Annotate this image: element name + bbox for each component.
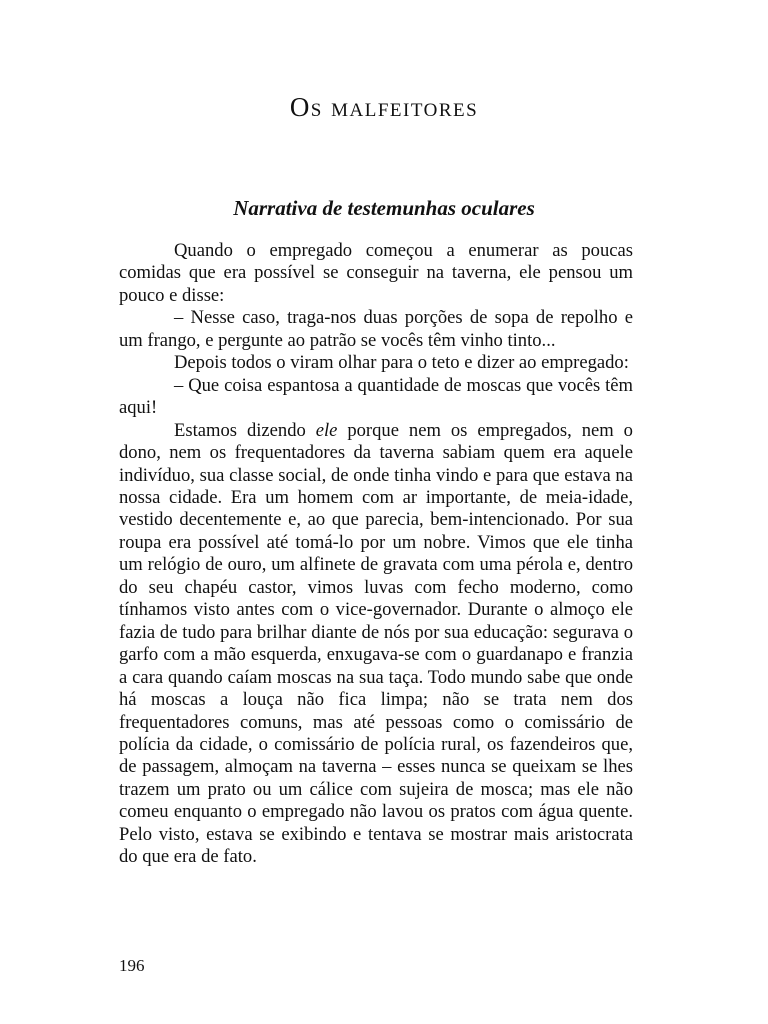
body-text	[119, 240, 633, 869]
chapter-title: Os malfeitores	[289, 92, 479, 122]
paragraph-text: Estamos dizendo	[174, 419, 316, 441]
chapter-subtitle: Narrativa de testemunhas oculares	[233, 196, 535, 220]
paragraph: Quando o empregado começou a enumerar as poucas comidas que era possível se conseguir na taverna, ele pensou um pouco e disse:	[119, 240, 633, 306]
page-number: 196	[119, 956, 145, 975]
paragraph-text: porque nem os empregados, nem o dono, nem os frequentadores da taverna sabiam quem era aquele indivíduo, sua classe social, de onde tinha vindo e para que estava na nossa cidade. Era um homem com ar importante, de meia-idade, vestido decentemente e, ao que parecia, bem-intencionado. Por sua roupa era possível até tomá-lo por um nobre. Vimos que ele tinha um relógio de ouro, um alfinete de gravata com uma pérola e, dentro do seu chapéu castor, vimos luvas com fecho moderno, como tínhamos visto antes com o vice-governador. Durante o almoço ele fazia de tudo para brilhar diante de nós por sua educação: segurava o garfo com a mão esquerda, enxugava-se com o guardanapo e franzia a cara quando caíam moscas na sua taça. Todo mundo sabe que onde há moscas a louça não fica limpa; não se trata nem dos frequentadores comuns, mas até pessoas como o comissário de polícia da cidade, o comissário de polícia rural, os fazendeiros que, de passagem, almoçam na taverna – esses nunca se queixam se lhes trazem um prato ou um cálice com sujeira de mosca; mas ele não comeu enquanto o empregado não lavou os pratos com água quente. Pelo visto, estava se exibindo e tentava se mostrar mais aristocrata do que era de fato.	[119, 419, 633, 868]
emphasized-word: ele	[315, 419, 338, 441]
paragraph: Depois todos o viram olhar para o teto e dizer ao empregado:	[174, 352, 629, 374]
paragraph: – Que coisa espantosa a quantidade de moscas que vocês têm aqui!	[119, 374, 633, 419]
paragraph	[119, 420, 633, 869]
paragraph: – Nesse caso, traga-nos duas porções de sopa de repolho e um frango, e pergunte ao patrão se vocês têm vinho tinto...	[119, 307, 633, 351]
